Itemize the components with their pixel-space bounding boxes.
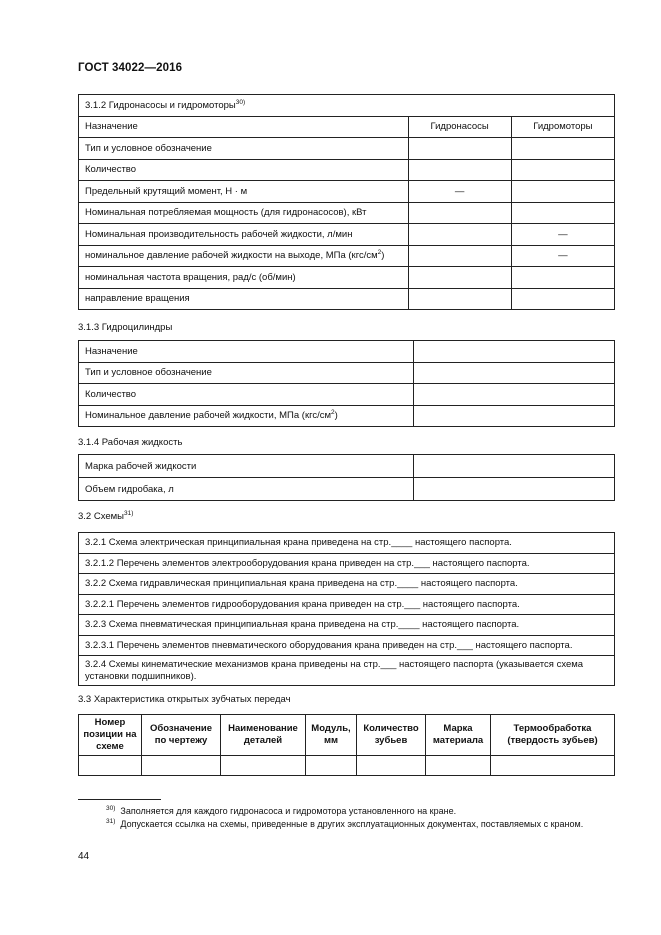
table-header-row: Назначение Гидронасосы Гидромоторы [79,116,615,138]
footnote-31: $^{31)}$ Допускается ссылка на схемы, приведенные в других эксплуатационных документах, поставляемых с краном. [106,818,584,829]
table-row: направление вращения [79,288,615,310]
pumps-motors-table [78,94,615,310]
section-3-3-title: 3.3 Характеристика открытых зубчатых передач [78,694,291,705]
table-row: Номинальная производительность рабочей жидкости, л/мин — [79,224,615,246]
cylinders-table [78,340,615,427]
table-row [79,756,615,776]
footnote-ref-30: 30) [235,98,246,106]
table-row: Объем гидробака, л [79,478,615,501]
section-3-1-4-title: 3.1.4 Рабочая жидкость [78,437,183,448]
table-row: Тип и условное обозначение [79,138,615,160]
table-row: 3.2.2 Схема гидравлическая принципиальная крана приведена на стр.____ настоящего паспорта. [79,574,615,595]
page-number: 44 [78,851,90,862]
table-row: Номинальная потребляемая мощность (для гидронасосов), кВт [79,202,615,224]
table-row: 3.2.2.1 Перечень элементов гидрооборудования крана приведен на стр.___ настоящего паспорта. [79,594,615,615]
table-row: Марка рабочей жидкости [79,455,615,478]
document-header: ГОСТ 34022—2016 [78,62,183,74]
table-row: Назначение [79,341,615,363]
fluid-table [78,454,615,501]
schemes-table [78,532,615,686]
table-row: Тип и условное обозначение [79,362,615,384]
table-row: 3.2.1.2 Перечень элементов электрооборудования крана приведен на стр.___ настоящего паспорта. [79,553,615,574]
gears-table [78,714,615,776]
table-row: 3.2.3 Схема пневматическая принципиальная крана приведена на стр.____ настоящего паспорта. [79,615,615,636]
table-row: 3.2.1 Схема электрическая принципиальная крана приведена на стр.____ настоящего паспорта. [79,533,615,554]
footnote-ref-31: 31) [124,509,134,517]
footnote-30: $^{30)}$ Заполняется для каждого гидронасоса и гидромотора установленного на кране. [106,805,457,816]
table-row: Количество [79,384,615,406]
table-row: номинальное давление рабочей жидкости на выходе, МПа $(кгс/см^2)$ — [79,245,615,267]
section-3-2-title: 3.2 Схемы$^{31)}$ [78,509,134,522]
section-3-1-2-title: 3.1.2 Гидронасосы и гидромоторы$^{30)}$ [79,95,615,117]
table-row: Количество [79,159,615,181]
table-row: Предельный крутящий момент, Н · м — [79,181,615,203]
table-row: Номинальное давление рабочей жидкости, МПа $(кгс/см^2)$ [79,405,615,427]
footnote-divider [78,799,161,800]
table-row: номинальная частота вращения, рад/с (об/мин) [79,267,615,289]
table-header-row: Номер позиции на схеме Обозначение по чертежу Наименование деталей Модуль, мм Количество зубьев Марка материала Термообработка (твердость зубьев) [79,715,615,756]
table-row: 3.2.4 Схемы кинематические механизмов крана приведены на стр.___ настоящего паспорта (указывается схема установки подшипников). [79,656,615,686]
section-3-1-3-title: 3.1.3 Гидроцилиндры [78,322,173,333]
table-row: 3.2.3.1 Перечень элементов пневматического оборудования крана приведен на стр.___ настоящего паспорта. [79,635,615,656]
